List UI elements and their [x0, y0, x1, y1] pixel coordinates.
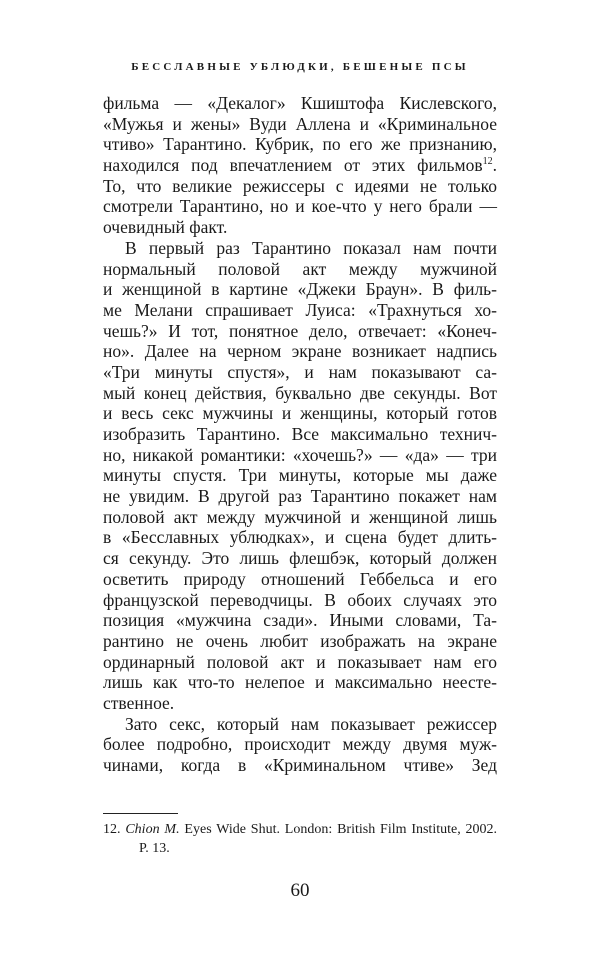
line-text: половой акт между мужчиной и женщиной лишь	[103, 506, 497, 527]
text-line	[103, 486, 497, 507]
line-text: изобразить Тарантино. Все максимально технич-	[103, 424, 497, 444]
text-line	[103, 176, 497, 197]
text-line	[103, 672, 497, 693]
text-line	[103, 527, 497, 548]
text-line	[103, 734, 497, 755]
line-text: ственное.	[103, 692, 175, 713]
line-text: и женщиной в картине «Джеки Браун». В филь-	[103, 279, 497, 300]
line-text: «Три минуты спустя», и нам показывают са-	[103, 361, 497, 382]
text-line	[103, 217, 497, 238]
line-text: рантино не очень любит изображать на экране	[103, 630, 497, 651]
line-text: Зато секс, который нам показывает режиссер	[125, 713, 497, 734]
line-text: но». Далее на черном экране возникает надпись	[103, 341, 497, 362]
line-text: в «Бесславных ублюдках», и сцена будет длить-	[103, 527, 497, 548]
text-line	[103, 548, 497, 569]
text-line	[103, 279, 497, 300]
line-text: более подробно, происходит между двумя муж-	[103, 734, 497, 755]
line-text-tail: .	[492, 155, 497, 176]
line-text: То, что великие режиссеры с идеями не только	[103, 175, 497, 196]
text-line	[103, 569, 497, 590]
footnote-author: Chion M.	[125, 822, 180, 837]
line-text: ся секунду. Это лишь флешбэк, который должен	[103, 548, 497, 569]
text-line	[103, 465, 497, 486]
line-text: позиция «мужчина сзади». Иными словами, Та-	[103, 610, 497, 631]
text-line	[103, 714, 497, 735]
text-line	[103, 652, 497, 673]
line-text: и весь секс мужчины и женщины, который готов	[103, 403, 497, 424]
footnote-source: Eyes Wide Shut. London: British Film Institute, 2002.	[184, 822, 498, 837]
line-text: очевидный факт.	[103, 217, 228, 238]
line-text: чинами, когда в «Криминальном чтиве» Зед	[103, 755, 497, 775]
line-text: не увидим. В другой раз Тарантино покажет нам	[103, 486, 497, 507]
text-line	[103, 93, 497, 114]
text-line	[103, 383, 497, 404]
line-text: ме Мелани спрашивает Луиса: «Трахнуться хо-	[103, 299, 497, 320]
text-line	[103, 507, 497, 528]
text-line	[103, 259, 497, 280]
body-text	[103, 93, 497, 776]
line-text: чешь?» И тот, понятное дело, отвечает: «Конеч-	[103, 320, 497, 341]
page-number: 60	[290, 880, 310, 901]
text-line	[103, 341, 497, 362]
line-text: смотрели Тарантино, но и кое-что у него брали —	[103, 196, 497, 217]
line-text: французской переводчицы. В обоих случаях это	[103, 589, 497, 610]
footnote	[103, 820, 497, 858]
line-text: минуты спустя. Три минуты, которые мы даже	[103, 465, 497, 486]
line-text: ординарный половой акт и показывает нам его	[103, 651, 497, 672]
footnote-reference[interactable]: 12	[482, 156, 493, 168]
text-line	[103, 445, 497, 466]
text-line	[103, 196, 497, 217]
text-line	[103, 321, 497, 342]
text-line	[103, 610, 497, 631]
line-text: «Мужья и жены» Вуди Аллена и «Криминальное	[103, 113, 497, 134]
line-text: В первый раз Тарантино показал нам почти	[125, 237, 497, 258]
text-line	[103, 590, 497, 611]
line-text: осветить природу отношений Геббельса и его	[103, 568, 497, 589]
text-line	[103, 134, 497, 155]
text-line	[103, 300, 497, 321]
text-line	[103, 238, 497, 259]
running-header: БЕССЛАВНЫЕ УБЛЮДКИ, БЕШЕНЫЕ ПСЫ	[131, 61, 469, 73]
text-line	[103, 631, 497, 652]
line-text: лишь как что-то нелепое и максимально неесте-	[103, 672, 497, 693]
footnote-divider	[103, 813, 178, 814]
text-line	[103, 403, 497, 424]
footnote-line-1	[103, 820, 497, 839]
text-line	[103, 693, 497, 714]
line-text: находился под впечатлением от этих фильмов	[103, 155, 483, 176]
text-line	[103, 424, 497, 445]
line-text: мый конец действия, буквально две секунды. Вот	[103, 382, 497, 403]
text-line	[103, 755, 497, 776]
line-text: но, никакой романтики: «хочешь?» — «да» — три	[103, 444, 497, 465]
text-line	[103, 114, 497, 135]
line-text: чтиво» Тарантино. Кубрик, по его же признанию,	[103, 134, 497, 155]
line-text: нормальный половой акт между мужчиной	[103, 258, 497, 279]
line-text: фильма — «Декалог» Кшиштофа Кислевского,	[103, 93, 497, 113]
text-line	[103, 362, 497, 383]
footnote-number: 12.	[103, 822, 121, 837]
footnote-line-2: P. 13.	[139, 841, 170, 856]
text-line	[103, 155, 497, 176]
